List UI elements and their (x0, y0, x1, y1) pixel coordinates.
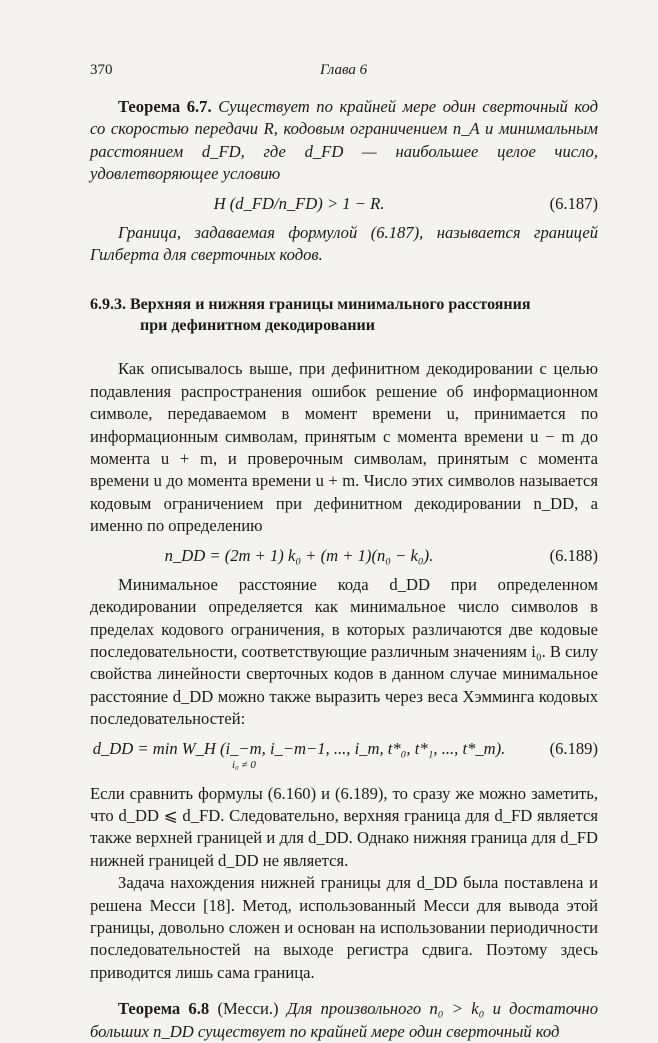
theorem-6-8-attribution: (Месси.) (217, 999, 279, 1019)
equation-6-189 (90, 737, 598, 777)
equation-6-187 (90, 192, 598, 216)
paragraph-3: Если сравнить формулы (6.160) и (6.189), то сразу же можно заметить, что d_DD ⩽ d_FD. Следовательно, верхняя граница для d_FD является также верхней границей и для d_DD. Однако нижняя граница для d_FD нижней границей d_DD не является. (90, 783, 598, 870)
gilbert-bound-note: Граница, задаваемая формулой (6.187), называется границей Гилберта для сверточных кодов. (90, 222, 598, 265)
equation-6-187-formula: H (d_FD/n_FD) > 1 − R. (213, 193, 385, 213)
equation-6-188 (90, 544, 598, 568)
equation-6-188-number: (6.188) (549, 545, 598, 565)
page-number: 370 (90, 62, 113, 78)
page-header (90, 62, 598, 84)
section-number: 6.9.3. (90, 296, 126, 314)
equation-6-188-formula: n_DD = (2m + 1) k₀ + (m + 1)(n₀ − k₀). (164, 545, 434, 565)
section-heading (90, 294, 598, 336)
theorem-6-8 (90, 998, 598, 1043)
theorem-6-7 (90, 96, 598, 186)
equation-6-189-min-subscript: i₀ ≠ 0 (232, 758, 256, 771)
theorem-6-7-label: Теорема 6.7. (118, 97, 212, 116)
section-title-line2: при дефинитном декодировании (140, 317, 375, 335)
theorem-6-8-text: Для произвольного n₀ > k₀ и достаточно больших n_DD существует по крайней мере один сверточный код (90, 999, 599, 1041)
section-title-text1: Верхняя и нижняя границы минимального расстояния (130, 296, 531, 314)
theorem-6-8-label: Теорема 6.8 (118, 999, 210, 1019)
paragraph-1: Как описывалось выше, при дефинитном декодировании с целью подавления распространения ошибок решение об информационном символе, передаваемом в момент времени u, принимается по информационным символам, принятым с момента времени u − m до момента u + m, и проверочным символам, принятым с момента времени u до момента времени u + m. Число этих символов называется кодовым ограничением при дефинитном декодировании n_DD, а именно по определению (90, 359, 598, 536)
paragraph-2: Минимальное расстояние кода d_DD при определенном декодировании определяется как минимальное число символов в пределах кодового ограничения, в которых различаются две кодовые последовательности, соответствующие различным значениям i₀. В силу свойства линейности сверточных кодов в данном случае минимальное расстояние d_DD можно также выразить через веса Хэмминга кодовых последовательностей: (90, 574, 598, 729)
page-content (90, 96, 598, 1043)
chapter-title: Глава 6 (320, 62, 368, 78)
equation-6-187-number: (6.187) (549, 193, 598, 213)
equation-6-189-formula: d_DD = min W_H (i_−m, i_−m−1, ..., i_m, t*₀, t*₁, ..., t*_m). (92, 738, 506, 758)
equation-6-189-number: (6.189) (549, 738, 598, 758)
section-title-line1 (90, 294, 598, 315)
theorem-6-7-text: Существует по крайней мере один сверточный код со скоростью передачи R, кодовым ограничением n_A и минимальным расстоянием d_FD, где d_FD — наибольшее целое число, удовлетворяющее условию (90, 97, 598, 184)
paragraph-4: Задача нахождения нижней границы для d_DD была поставлена и решена Месси [18]. Метод, использованный Месси для вывода этой границы, довольно сложен и основан на использовании периодичности последовательностей на выходе регистра сдвига. Поэтому здесь приводится лишь сама граница. (90, 873, 598, 982)
